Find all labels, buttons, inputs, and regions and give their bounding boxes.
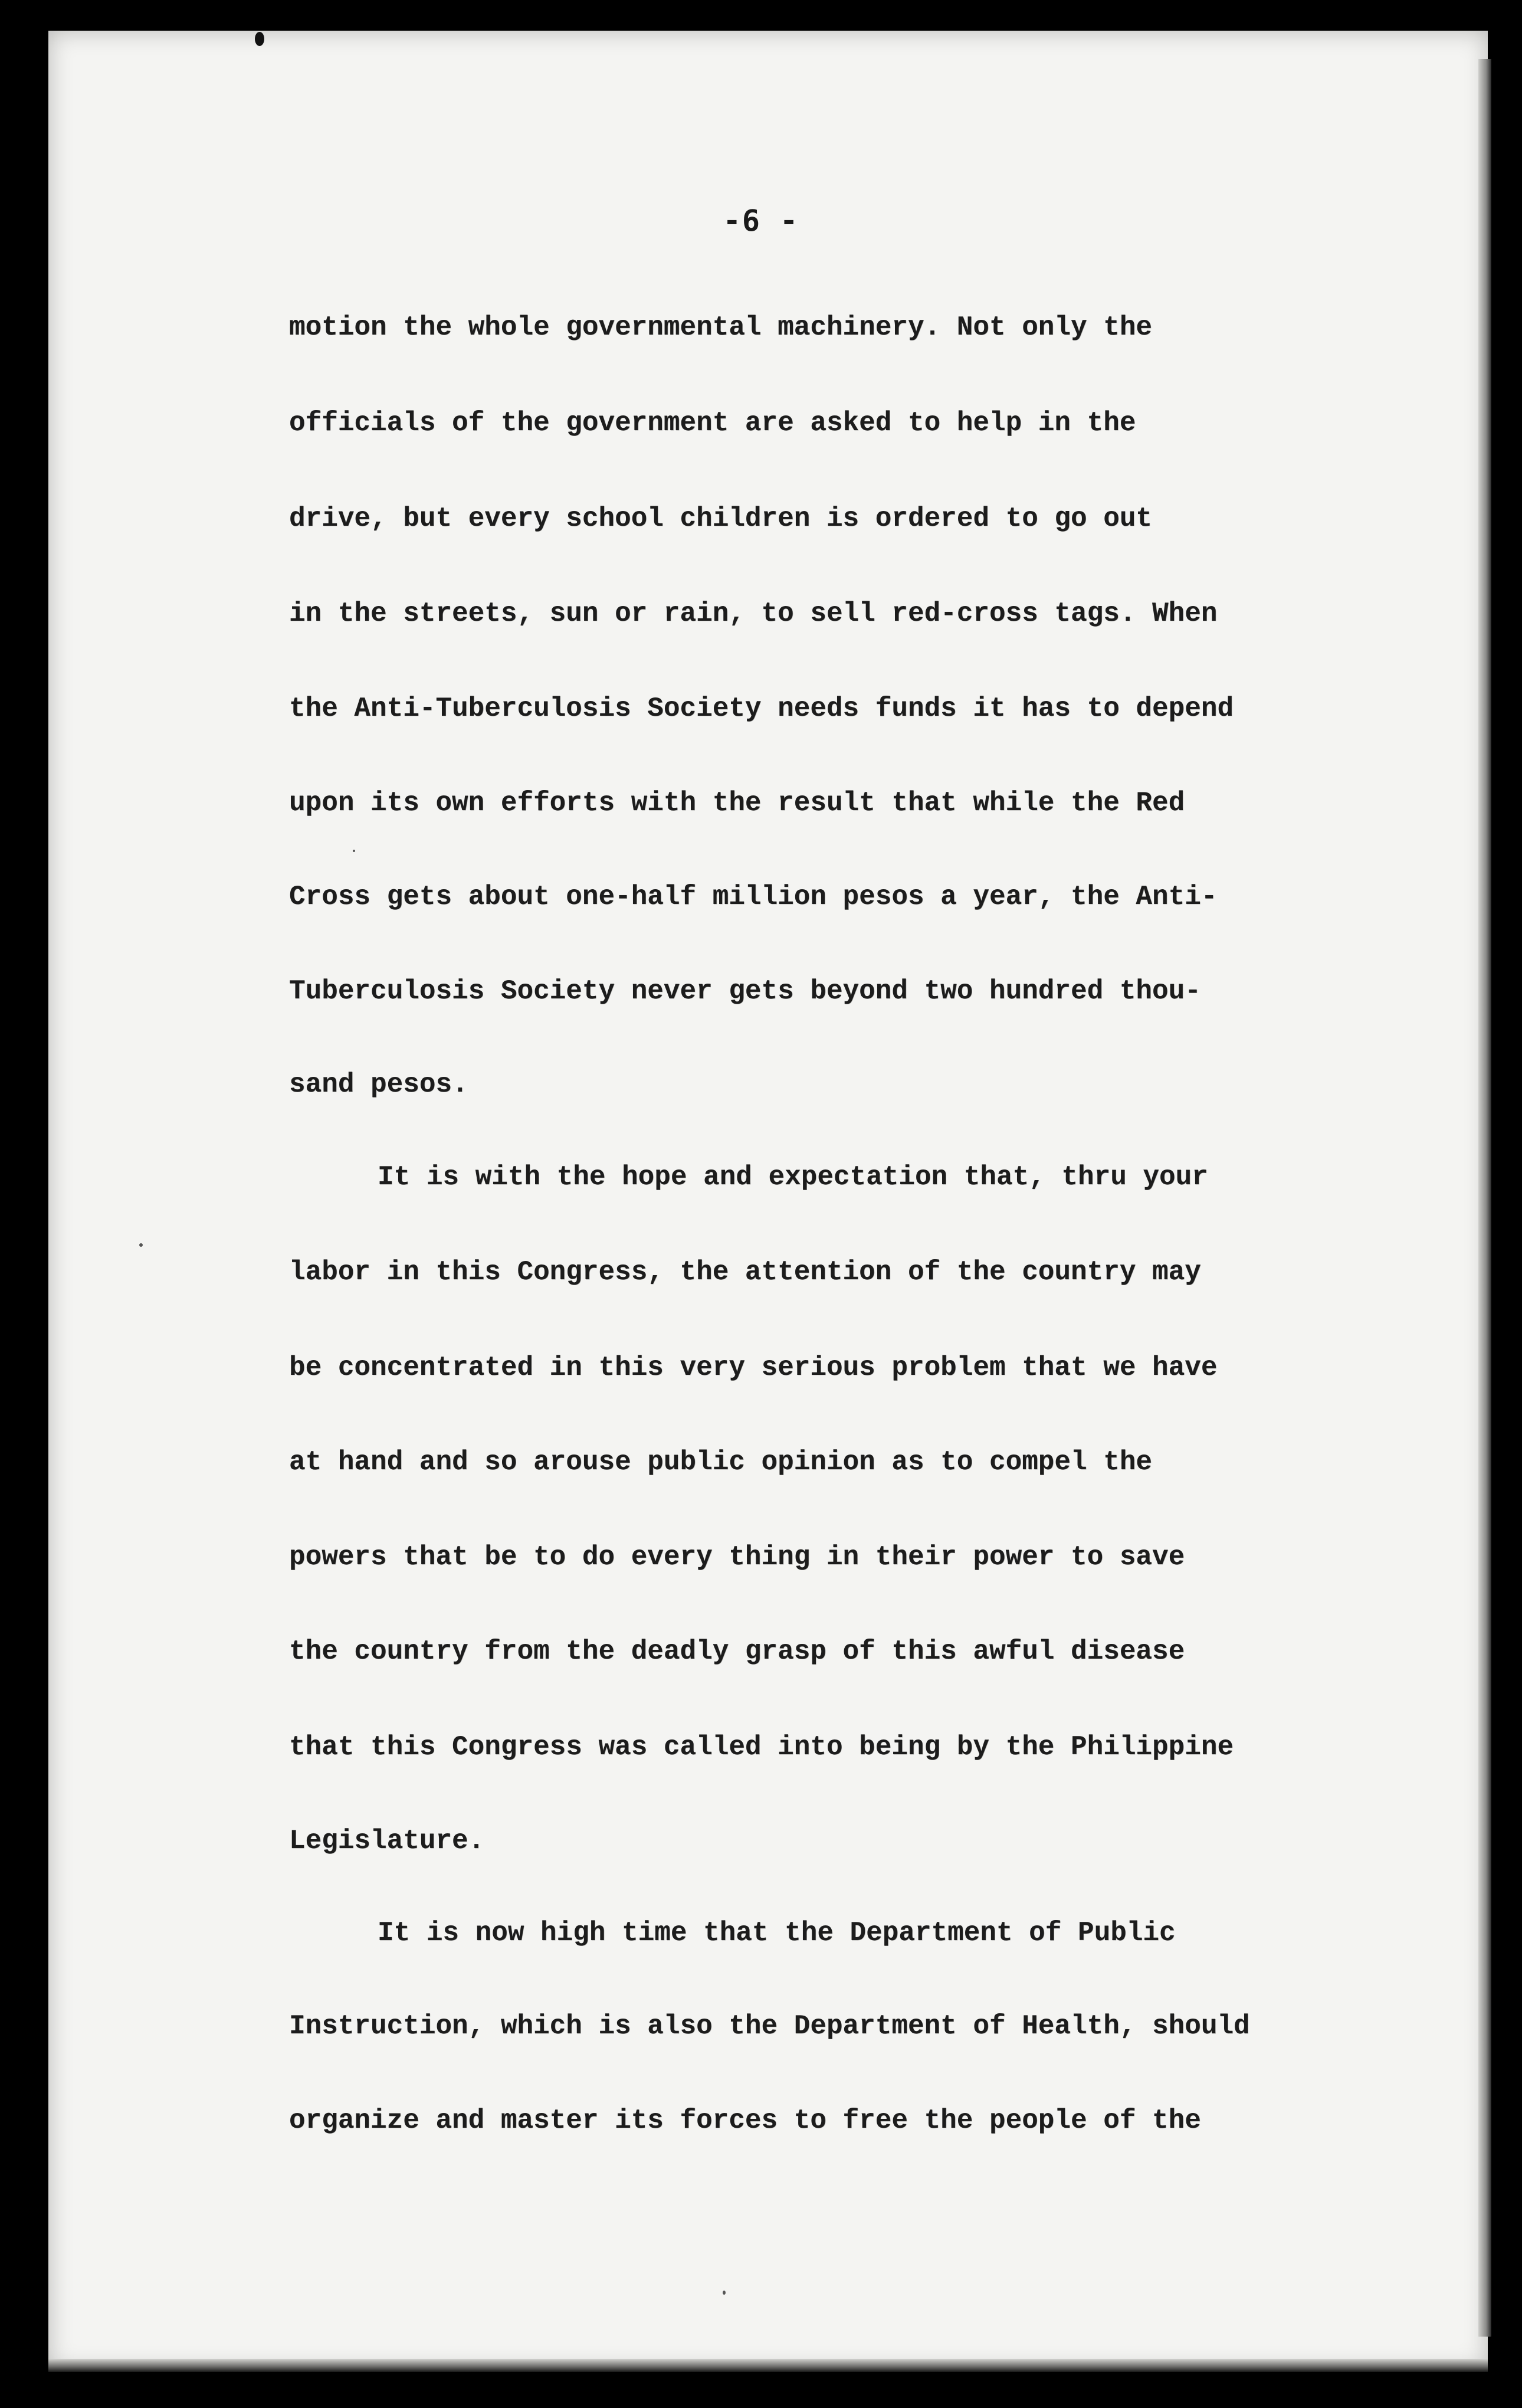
text-line: at hand and so arouse public opinion as to compel the — [289, 1447, 1153, 1477]
scan-artifact-mark — [255, 32, 264, 46]
text-line: It is now high time that the Department of Public — [378, 1918, 1176, 1948]
body-text — [289, 0, 1386, 2136]
scan-speck — [723, 2291, 726, 2295]
text-line: the Anti-Tuberculosis Society needs funds it has to depend — [289, 693, 1234, 724]
text-line: sand pesos. — [289, 1069, 468, 1100]
text-line: the country from the deadly grasp of this awful disease — [289, 1636, 1185, 1667]
text-line: Legislature. — [289, 1826, 485, 1856]
text-line: be concentrated in this very serious problem that we have — [289, 1352, 1218, 1383]
text-line: that this Congress was called into being by the Philippine — [289, 1732, 1234, 1762]
scan-speck — [353, 850, 355, 852]
text-line: It is with the hope and expectation that, thru your — [378, 1162, 1208, 1192]
text-line: drive, but every school children is ordered to go out — [289, 503, 1153, 534]
text-line: motion the whole governmental machinery. Not only the — [289, 312, 1153, 343]
text-line: organize and master its forces to free the people of the — [289, 2105, 1201, 2136]
text-line: Tuberculosis Society never gets beyond two hundred thou- — [289, 976, 1201, 1007]
page-edge-right — [1478, 59, 1491, 2337]
scan-speck — [139, 1243, 143, 1247]
page-number: -6 - — [723, 204, 799, 238]
text-line: in the streets, sun or rain, to sell red-cross tags. When — [289, 598, 1218, 629]
text-line: upon its own efforts with the result that while the Red — [289, 788, 1185, 818]
text-line: Cross gets about one-half million pesos a year, the Anti- — [289, 882, 1218, 912]
text-line: officials of the government are asked to help in the — [289, 408, 1136, 438]
text-line: labor in this Congress, the attention of the country may — [289, 1257, 1201, 1287]
text-line: Instruction, which is also the Department of Health, should — [289, 2011, 1250, 2042]
text-line: powers that be to do every thing in their power to save — [289, 1542, 1185, 1572]
page-edge-bottom — [48, 2359, 1488, 2372]
